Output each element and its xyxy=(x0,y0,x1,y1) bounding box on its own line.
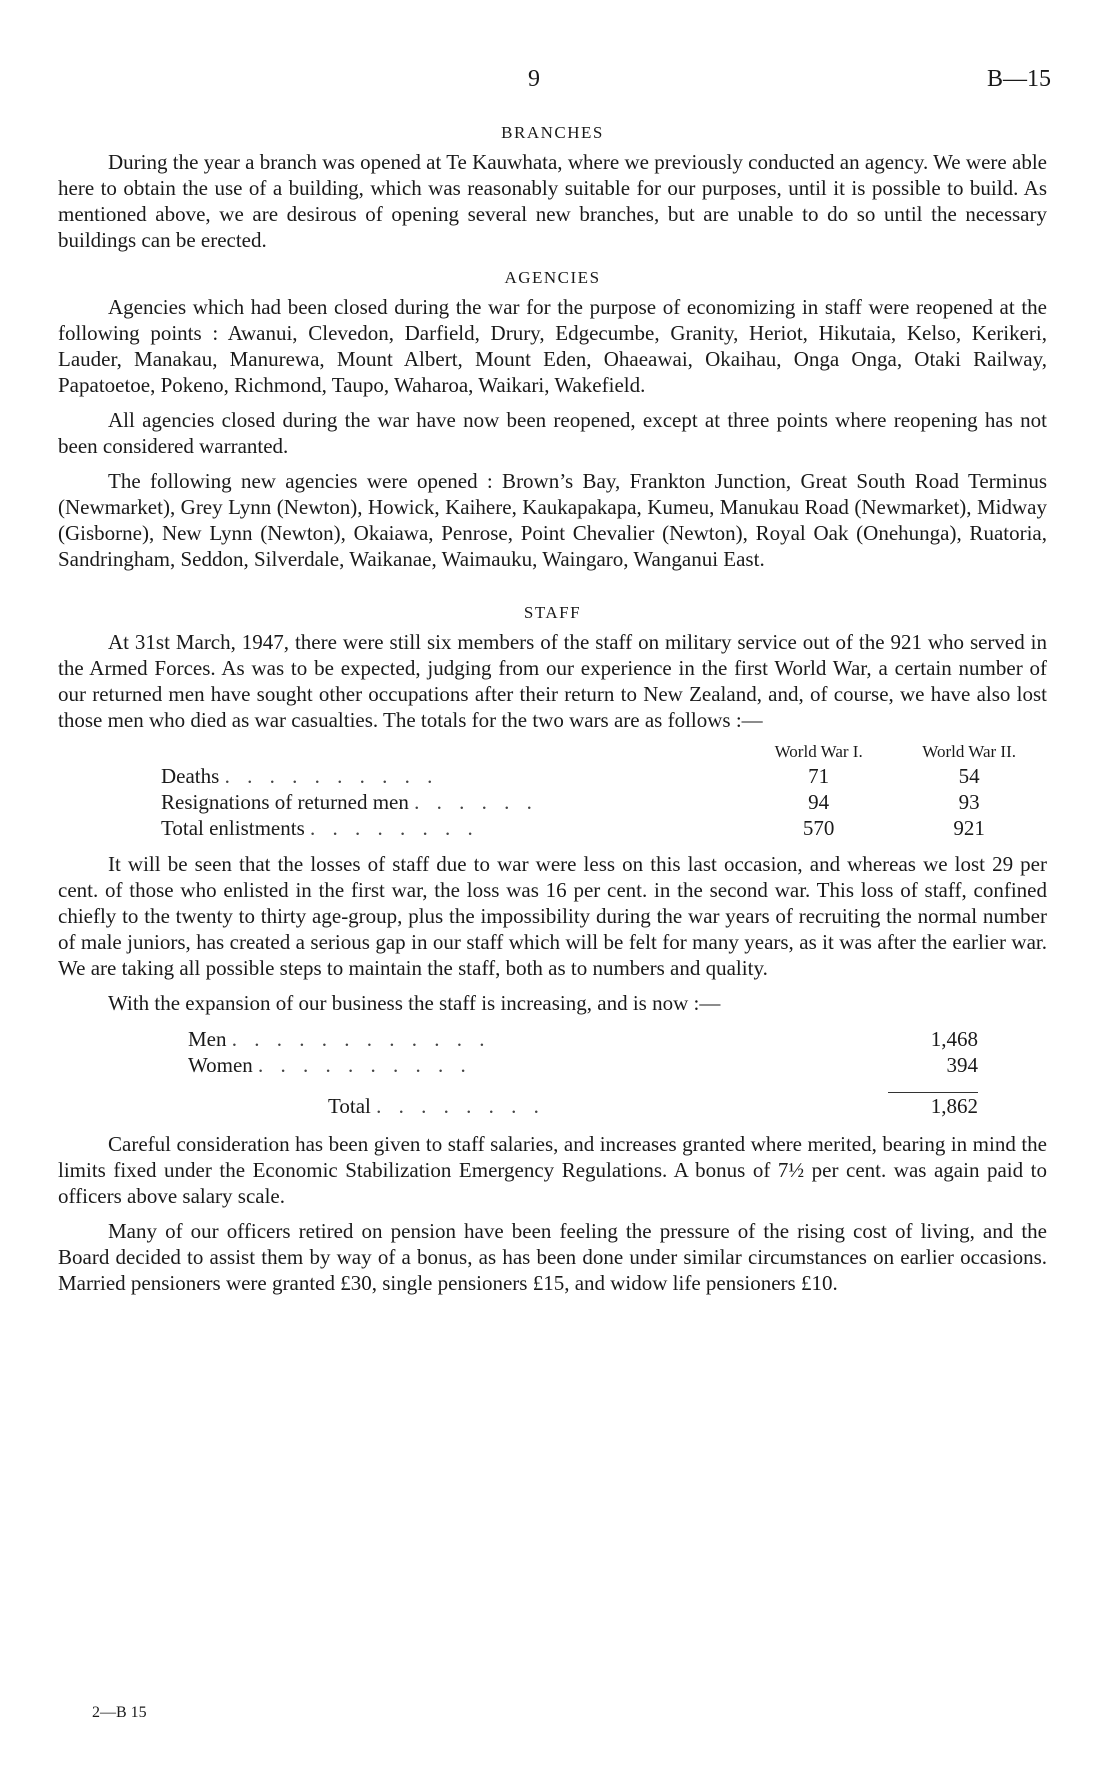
section-title-agencies: AGENCIES xyxy=(504,268,601,287)
row-label: Resignations of returned men xyxy=(161,790,409,814)
dot-leader: . . . . . . xyxy=(414,790,538,814)
total-rule xyxy=(188,1078,978,1093)
column-header-ww2: World War II. xyxy=(922,742,1017,761)
paragraph-pensioners: Many of our officers retired on pension have been feeling the pressure of the rising cost of living, and the Board decided to assist them by way of a bonus, as has been done under similar circumstances on earlier occasions. Married pensioners were granted £30, single pensioners £15, and widow life pensioners £10. xyxy=(58,1219,1047,1295)
dot-leader: . . . . . . . . xyxy=(310,816,479,840)
table-row xyxy=(58,815,1047,841)
dot-leader: . . . . . . . . . . . . xyxy=(231,1027,491,1051)
staff-numbers-table xyxy=(188,1026,978,1119)
page-number: 9 xyxy=(528,66,540,92)
paragraph-staff-expansion: With the expansion of our business the staff is increasing, and is now :— xyxy=(108,991,721,1015)
war-casualties-table xyxy=(58,741,1047,841)
paragraph-agencies-new: The following new agencies were opened : Brown’s Bay, Frankton Junction, Great South Road Terminus (Newmarket), Grey Lynn (Newton), Howick, Kaihere, Kaukapakapa, Kumeu, Manukau Road (Newmarket), Midway (Gisborne), New Lynn (Newton), Okaiawa, Penrose, Point Chevalier (Newton), Royal Oak (Onehunga), Ruatoria, Sandringham, Seddon, Silverdale, Waikanae, Waimauku, Waingaro, Wanganui East. xyxy=(58,469,1047,571)
dot-leader: . . . . . . . . xyxy=(376,1093,545,1118)
page-body xyxy=(58,116,1047,1296)
section-title-branches: BRANCHES xyxy=(501,123,604,142)
cell-ww2: 54 xyxy=(958,764,980,788)
cell-ww2: 921 xyxy=(953,816,985,840)
paragraph-agencies-closed: All agencies closed during the war have now been reopened, except at three points where reopening has not been considered warranted. xyxy=(58,408,1047,458)
total-label: Total xyxy=(328,1093,371,1118)
paragraph-agencies-reopened: Agencies which had been closed during the war for the purpose of economizing in staff were reopened at the following points : Awanui, Clevedon, Darfield, Drury, Edgecumbe, Granity, Heriot, Hikutaia, Kelso, Kerikeri, Lauder, Manakau, Manurewa, Mount Albert, Mount Eden, Ohaeawai, Okaihau, Onga Onga, Otaki Railway, Papatoetoe, Pokeno, Richmond, Taupo, Waharoa, Waikari, Wakefield. xyxy=(58,295,1047,397)
dot-leader: . . . . . . . . . . xyxy=(258,1053,472,1077)
row-label: Men xyxy=(188,1027,227,1051)
paragraph-staff-intro: At 31st March, 1947, there were still six members of the staff on military service out of the 921 who served in the Armed Forces. As was to be expected, judging from our experience in the first World War, a certain number of our returned men have sought other occupations after their return to New Zealand, and, of course, we have also lost those men who died as war casualties. The totals for the two wars are as follows :— xyxy=(58,630,1047,732)
table-row xyxy=(188,1026,978,1052)
page-header xyxy=(0,66,1114,100)
document-reference: B—15 xyxy=(986,66,1051,92)
row-label: Women xyxy=(188,1053,253,1077)
column-header-ww1: World War I. xyxy=(774,742,863,761)
dot-leader: . . . . . . . . . . xyxy=(224,764,439,788)
cell-value: 1,468 xyxy=(930,1027,978,1051)
table-row xyxy=(188,1052,978,1078)
cell-ww1: 94 xyxy=(808,790,830,814)
cell-ww1: 570 xyxy=(802,816,835,840)
paragraph-branches: During the year a branch was opened at Te Kauwhata, where we previously conducted an agency. We were able here to obtain the use of a building, which was reasonably suitable for our purposes, until it is possible to build. As mentioned above, we are desirous of opening several new branches, but are unable to do so until the necessary buildings can be erected. xyxy=(58,150,1047,252)
table-row xyxy=(58,763,1047,789)
table-row xyxy=(58,789,1047,815)
cell-ww1: 71 xyxy=(808,764,830,788)
paragraph-salaries: Careful consideration has been given to staff salaries, and increases granted where merited, bearing in mind the limits fixed under the Economic Stabilization Emergency Regulations. A bonus of 7½ per cent. was again paid to officers above salary scale. xyxy=(58,1132,1047,1208)
cell-ww2: 93 xyxy=(958,790,980,814)
section-title-staff: STAFF xyxy=(523,603,582,622)
cell-value: 394 xyxy=(946,1053,978,1077)
row-label: Deaths xyxy=(161,764,220,788)
paragraph-staff-losses: It will be seen that the losses of staff due to war were less on this last occasion, and whereas we lost 29 per cent. of those who enlisted in the first war, the loss was 16 per cent. in the second war. This loss of staff, confined chiefly to the twenty to thirty age-group, plus the impossibility during the war years of recruiting the normal number of male juniors, has created a serious gap in our staff which will be felt for many years, as it was after the earlier war. We are taking all possible steps to maintain the staff, both as to numbers and quality. xyxy=(58,852,1047,980)
total-row xyxy=(188,1093,978,1120)
row-label: Total enlistments xyxy=(161,816,305,840)
total-value: 1,862 xyxy=(930,1094,978,1118)
printer-signature: 2—B 15 xyxy=(92,1704,147,1721)
table-header-row xyxy=(58,741,1047,763)
